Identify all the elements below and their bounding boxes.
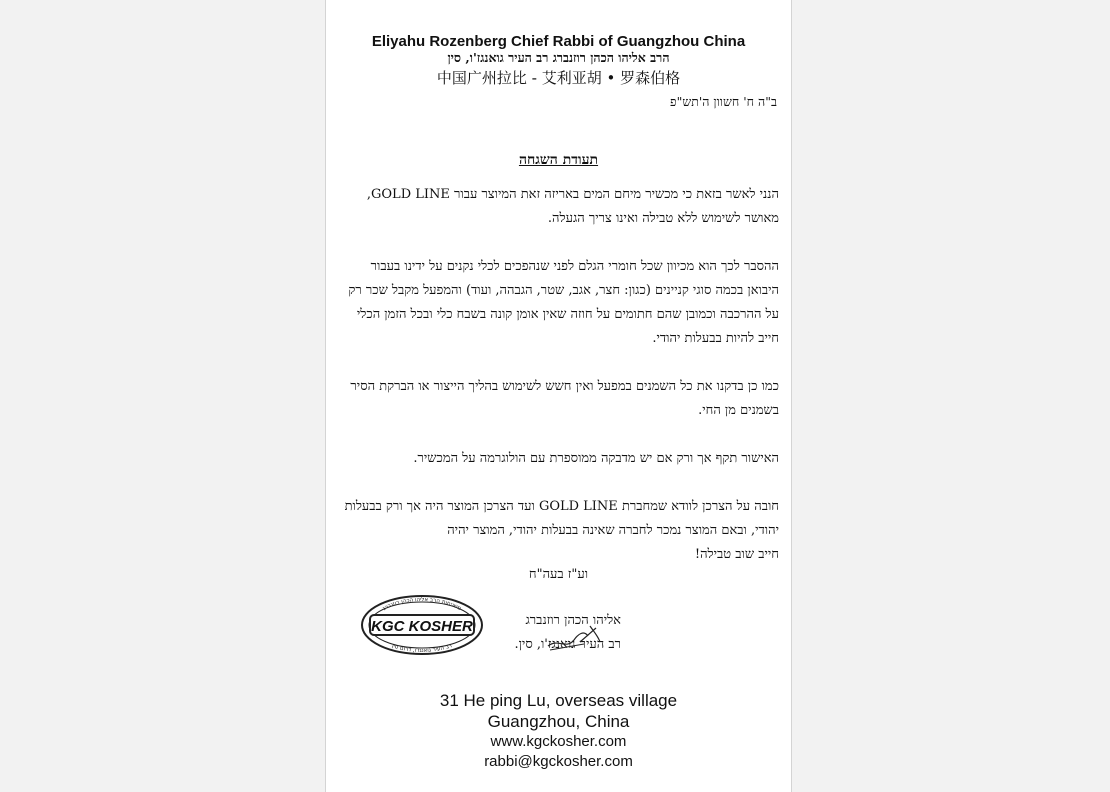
stamp-bottom-text: רב העיר גואנגז'ו, דרום סין [391,643,453,655]
footer-address-line2: Guangzhou, China [487,712,630,731]
footer-website-link[interactable]: www.kgckosher.com [490,733,627,750]
kgc-kosher-stamp [360,594,484,656]
signatory-name: אליהו הכהן רוזנברג [525,613,621,628]
paragraph-consumer-warning: חובה על הצרכן לוודא שמחברת GOLD LINE ועד הצרכן המוצר היה אך ורק בבעלות יהודי, ובאם המוצר נמכר לחברה שאינה בבעלות יהודי, המוצר יהיה [344,499,779,538]
paragraph-explanation: ההסבר לכך הוא מכיוון שכל חומרי הגלם לפני שנהפכים לכלי נקנים על ידינו בעבור היבואן בכמה סוגי קניינים (כגון: חצר, אגב, שטר, הגבהה, ועוד) והמפעל מקבל שכר רק על ההרכבה וכמובן שהם חתומים על חוזה שאין אומן קונה בשבח כלי ובכל הזמן הכלי חייב להיות בבעלות יהודי. [348,259,779,346]
closing-line: וע"ז בעה"ח [528,567,589,582]
header-hebrew: הרב אליהו הכהן רוזנברג רב העיר גואנגז'ו, סין [447,50,670,65]
certificate-body [336,183,779,567]
paragraph-immersion-required: חייב שוב טבילה! [694,547,779,562]
stamp-top-text: משגיחות הרב אליהו הכהן רוזנברג [381,596,463,613]
paragraph-validity: האישור תקף אך ורק אם יש מדבקה ממוספרת עם הולוגרמה על המכשיר. [413,451,779,466]
handwritten-signature [544,620,604,654]
certificate-title: תעודת השגחה [518,152,599,168]
stamp-main-text: KGC KOSHER [371,618,473,635]
paragraph-approval: הנני לאשר בזאת כי מכשיר מיחם המים באריזה זאת המיוצר עבור GOLD LINE, מאושר לשימוש ללא טבילה ואינו צריך הגעלה. [366,187,779,226]
header-chinese: 中国广州拉比 - 艾利亚胡 • 罗森伯格 [436,69,681,87]
footer-email-link[interactable]: rabbi@kgckosher.com [484,753,633,770]
signatory-title: רב העיר גואנגז'ו, סין. [514,637,621,652]
header-english: Eliyahu Rozenberg Chief Rabbi of Guangzhou China [371,33,746,50]
paragraph-oils: כמו כן בדקנו את כל השמנים במפעל ואין חשש לשימוש בהליך הייצור או הברקת הסיר בשמנים מן החי. [350,379,779,418]
footer-address-line1: 31 He ping Lu, overseas village [439,691,678,710]
document-date: ב"ה ח' חשוון ה'תש"פ [670,94,777,109]
certificate-page [325,0,792,792]
footer-contact [326,690,791,772]
